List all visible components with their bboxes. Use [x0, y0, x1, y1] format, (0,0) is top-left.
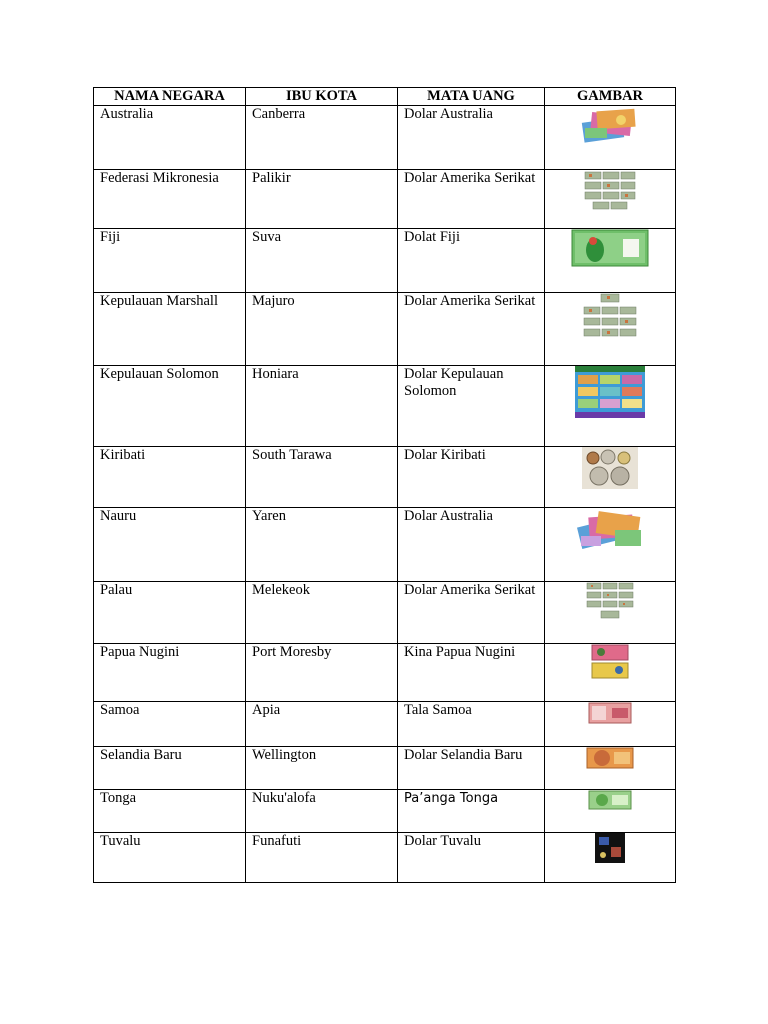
header-image: GAMBAR	[545, 88, 676, 106]
currency-cell: Dolar Kepulauan Solomon	[398, 366, 545, 447]
currency-image-kiribati-coins	[582, 447, 638, 489]
table-header-row	[94, 88, 676, 106]
currency-image-marshall-islands	[581, 293, 639, 341]
currency-cell: Dolar Amerika Serikat	[398, 170, 545, 229]
currency-image-tonga	[588, 790, 632, 810]
country-cell: Selandia Baru	[94, 747, 246, 790]
capital-cell: Nuku'alofa	[246, 790, 398, 833]
currency-image-tuvalu	[595, 833, 625, 863]
country-cell: Kepulauan Solomon	[94, 366, 246, 447]
capital-cell: Honiara	[246, 366, 398, 447]
image-cell	[545, 790, 676, 833]
country-cell: Fiji	[94, 229, 246, 293]
capital-cell: South Tarawa	[246, 447, 398, 508]
image-cell	[545, 644, 676, 702]
currency-image-samoa	[588, 702, 632, 724]
currency-cell: Kina Papua Nugini	[398, 644, 545, 702]
capital-cell: Yaren	[246, 508, 398, 582]
header-country: NAMA NEGARA	[94, 88, 246, 106]
capital-cell: Wellington	[246, 747, 398, 790]
currency-image-solomon-islands	[575, 366, 645, 418]
currency-image-palau	[586, 582, 634, 620]
country-cell: Palau	[94, 582, 246, 644]
table-row	[94, 508, 676, 582]
table-row	[94, 644, 676, 702]
capital-cell: Melekeok	[246, 582, 398, 644]
image-cell	[545, 582, 676, 644]
currency-table	[93, 87, 676, 883]
currency-image-papua-new-guinea	[591, 644, 629, 680]
table-row	[94, 582, 676, 644]
currency-cell: Dolar Amerika Serikat	[398, 293, 545, 366]
currency-image-fiji	[571, 229, 649, 267]
country-cell: Nauru	[94, 508, 246, 582]
table-row	[94, 170, 676, 229]
table-row	[94, 747, 676, 790]
currency-image-nauru	[575, 508, 645, 552]
image-cell	[545, 833, 676, 883]
country-cell: Federasi Mikronesia	[94, 170, 246, 229]
currency-cell: Dolar Australia	[398, 106, 545, 170]
capital-cell: Canberra	[246, 106, 398, 170]
currency-cell: Dolar Selandia Baru	[398, 747, 545, 790]
header-currency: MATA UANG	[398, 88, 545, 106]
country-cell: Tuvalu	[94, 833, 246, 883]
image-cell	[545, 366, 676, 447]
currency-cell: Dolar Australia	[398, 508, 545, 582]
table-row	[94, 790, 676, 833]
image-cell	[545, 508, 676, 582]
capital-cell: Port Moresby	[246, 644, 398, 702]
country-cell: Kepulauan Marshall	[94, 293, 246, 366]
currency-cell: Tala Samoa	[398, 702, 545, 747]
currency-cell: Dolar Kiribati	[398, 447, 545, 508]
image-cell	[545, 170, 676, 229]
image-cell	[545, 106, 676, 170]
table-row	[94, 106, 676, 170]
capital-cell: Palikir	[246, 170, 398, 229]
currency-image-new-zealand	[586, 747, 634, 769]
capital-cell: Majuro	[246, 293, 398, 366]
currency-cell: Dolar Amerika Serikat	[398, 582, 545, 644]
table-row	[94, 293, 676, 366]
table-row	[94, 447, 676, 508]
image-cell	[545, 447, 676, 508]
image-cell	[545, 702, 676, 747]
country-cell: Kiribati	[94, 447, 246, 508]
capital-cell: Suva	[246, 229, 398, 293]
currency-image-australia	[581, 106, 639, 144]
header-capital: IBU KOTA	[246, 88, 398, 106]
table-row	[94, 366, 676, 447]
country-cell: Australia	[94, 106, 246, 170]
currency-cell: Dolat Fiji	[398, 229, 545, 293]
currency-cell: Pa’anga Tonga	[398, 790, 545, 833]
image-cell	[545, 229, 676, 293]
image-cell	[545, 747, 676, 790]
table-row	[94, 229, 676, 293]
table-row	[94, 702, 676, 747]
currency-image-micronesia	[583, 170, 637, 214]
currency-cell: Dolar Tuvalu	[398, 833, 545, 883]
capital-cell: Apia	[246, 702, 398, 747]
country-cell: Samoa	[94, 702, 246, 747]
capital-cell: Funafuti	[246, 833, 398, 883]
table-row	[94, 833, 676, 883]
country-cell: Papua Nugini	[94, 644, 246, 702]
image-cell	[545, 293, 676, 366]
country-cell: Tonga	[94, 790, 246, 833]
